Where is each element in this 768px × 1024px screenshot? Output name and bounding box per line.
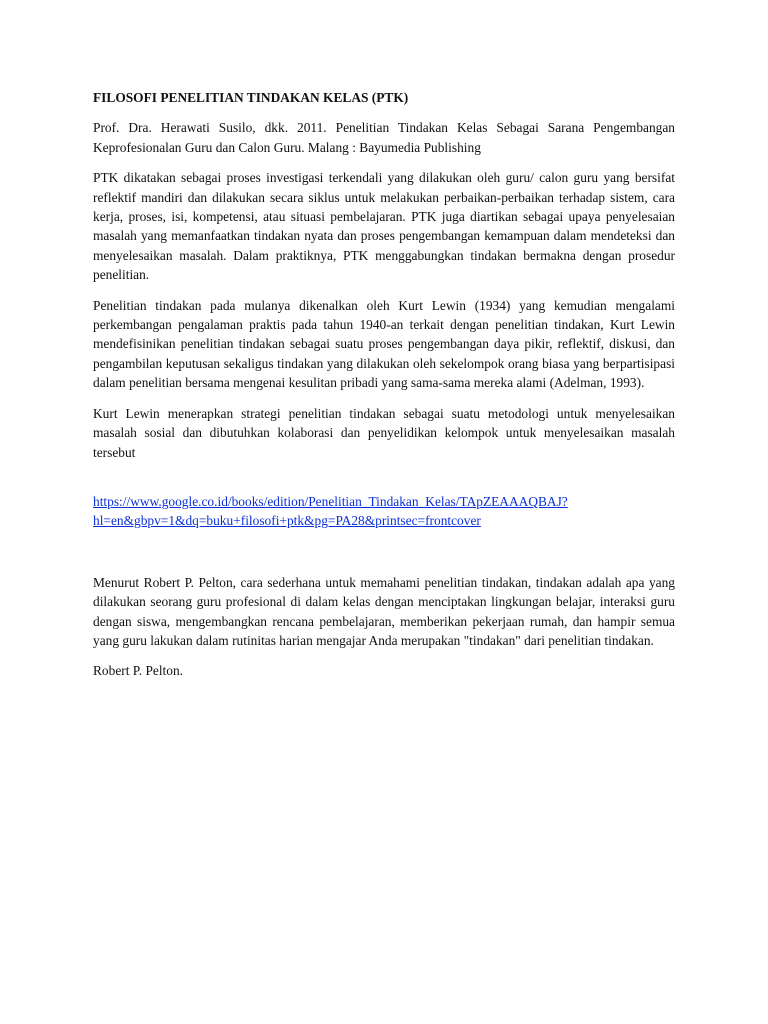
signature-text: Robert P. Pelton. [93,663,184,679]
paragraph-kurt-lewin-strategy: Kurt Lewin menerapkan strategi penelitian tindakan sebagai suatu metodologi untuk menyelesaikan masalah sosial dan dibutuhkan kolaborasi dan penyelidikan kelompok untuk menyelesaikan masalah tersebut [93,405,675,460]
paragraph-kurt-lewin-history: Penelitian tindakan pada mulanya dikenalkan oleh Kurt Lewin (1934) yang kemudian mengalami perkembangan pengalaman praktis pada tahun 1940-an terkait dengan penelitian tindakan, Kurt Lewin mendefisinikan penelitian tindakan sebagai suatu proses pengembangan daya pikir, reflektif, diskusi, dan pengambilan keputusan sekaligus tindakan yang dilakukan oleh sekelompok orang biasa yang berpartisipasi dalam penelitian bersama mengenai kesulitan pribadi yang sama-sama mereka alami (Adelman, 1993). [93,297,675,391]
paragraph-ptk-definition: PTK dikatakan sebagai proses investigasi terkendali yang dilakukan oleh guru/ calon guru yang bersifat reflektif mandiri dan dilakukan secara siklus untuk melakukan perbaikan-perbaikan terhadap sistem, cara kerja, proses, isi, kompetensi, atau situasi pembelajaran. PTK juga diartikan sebagai upaya penyelesaian masalah yang memanfaatkan tindakan nyata dan proses pengembangan kemampuan dalam mendeteksi dan menyelesaikan masalah. Dalam praktiknya, PTK menggabungkan tindakan bermakna dengan prosedur penelitian. [93,170,675,283]
source-link-line-2[interactable]: hl=en&gbpv=1&dq=buku+filosofi+ptk&pg=PA28&printsec=frontcover [93,513,481,529]
paragraph-pelton-definition: Menurut Robert P. Pelton, cara sederhana untuk memahami penelitian tindakan, tindakan adalah apa yang dilakukan seorang guru profesional di dalam kelas dengan menciptakan lingkungan belajar, interaksi guru dengan siswa, mengembangkan rencana pembelajaran, memberikan pekerjaan rumah, dan hampir semua yang guru lakukan dalam rutinitas harian mengajar Anda merupakan "tindakan" dari penelitian tindakan. [93,574,675,648]
document-body [93,88,675,692]
source-link[interactable] [93,492,675,531]
document-title: FILOSOFI PENELITIAN TINDAKAN KELAS (PTK) [93,90,409,105]
citation-paragraph: Prof. Dra. Herawati Susilo, dkk. 2011. Penelitian Tindakan Kelas Sebagai Sarana Pengembangan Keprofesionalan Guru dan Calon Guru. Malang : Bayumedia Publishing [93,120,675,155]
source-link-line-1[interactable]: https://www.google.co.id/books/edition/Penelitian_Tindakan_Kelas/TApZEAAAQBAJ? [93,493,568,509]
spacer [93,473,675,492]
